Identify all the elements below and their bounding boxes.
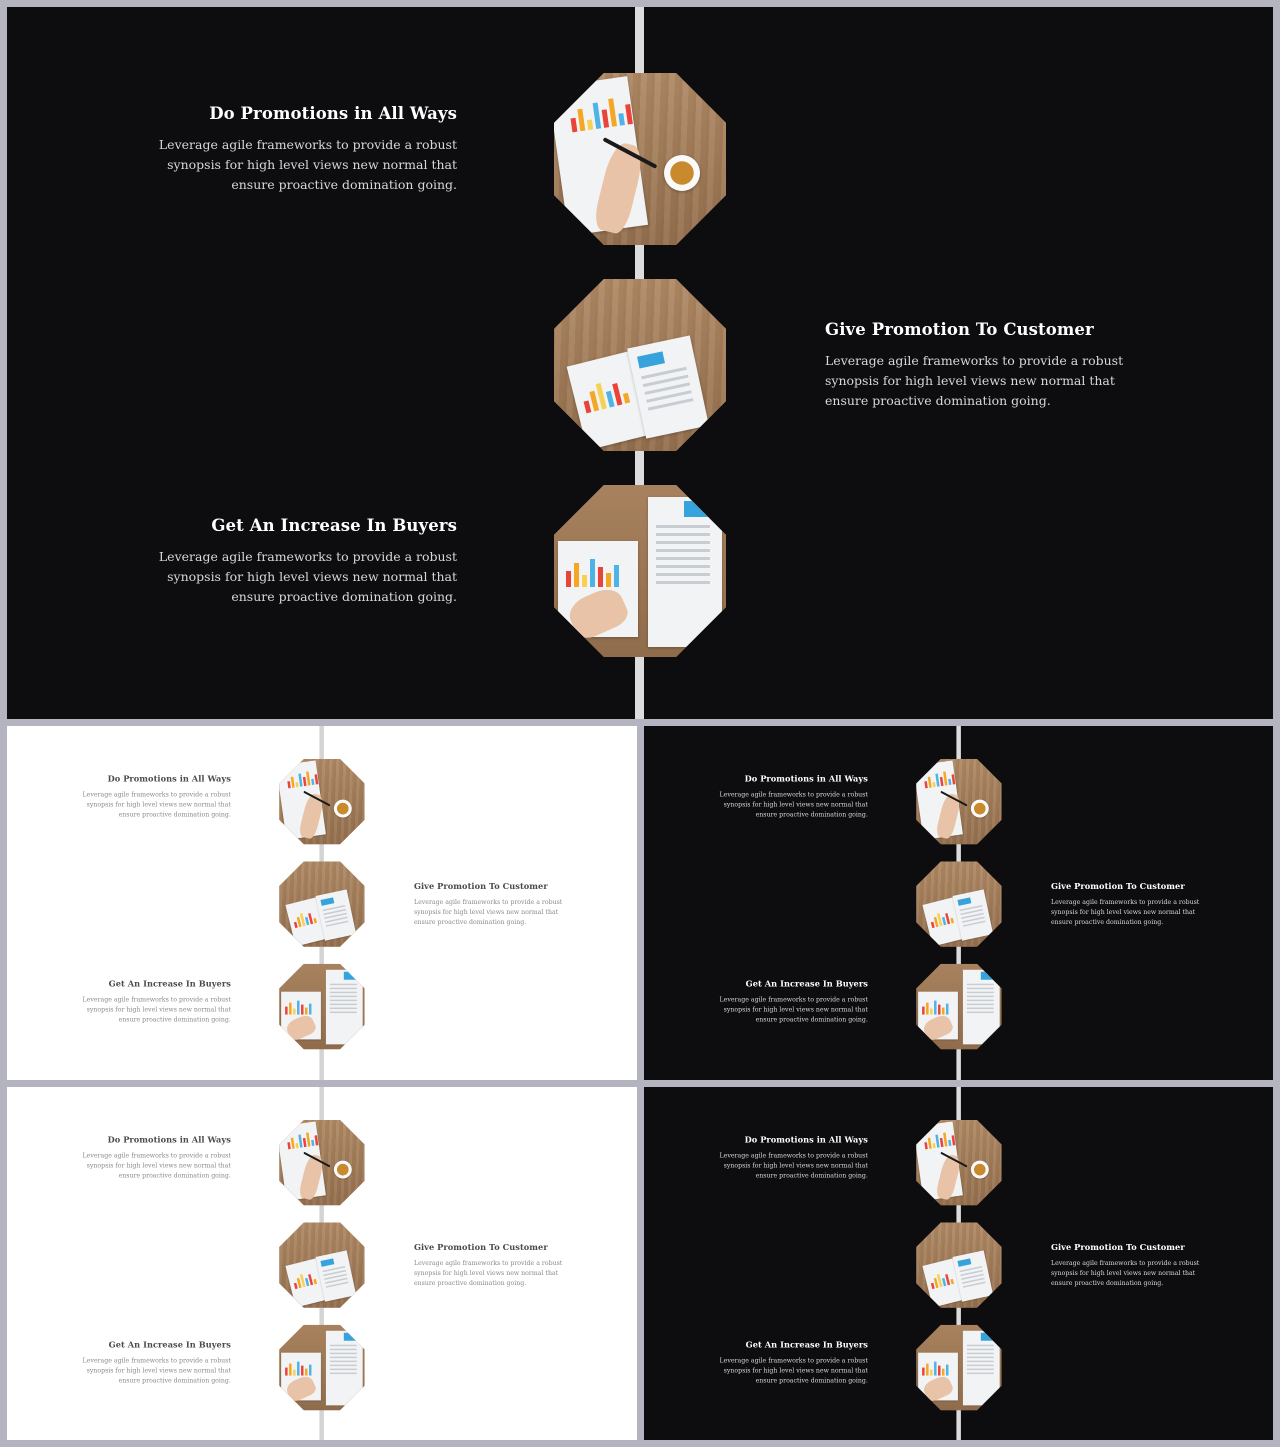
octagon-photo-1 [916, 759, 1002, 845]
octagon-photo-1 [279, 759, 365, 845]
item-1-body: Leverage agile frameworks to provide a robust synopsis for high level views new normal that ensure proactive domination going. [158, 137, 457, 192]
item-2-block [825, 320, 1125, 411]
coffee-mug-icon [334, 800, 352, 818]
coffee-mug-icon [971, 800, 989, 818]
chart-bars-icon [286, 1130, 318, 1149]
item-1-title: Do Promotions in All Ways [744, 774, 868, 784]
octagon-photo-2 [916, 861, 1002, 947]
item-1-body: Leverage agile frameworks to provide a robust synopsis for high level views new normal that ensure proactive domination going. [82, 790, 231, 819]
item-3-block [82, 1340, 231, 1385]
item-1-body: Leverage agile frameworks to provide a robust synopsis for high level views new normal that ensure proactive domination going. [719, 1151, 868, 1180]
coffee-mug-icon [971, 1161, 989, 1179]
octagon-photo-3 [279, 1325, 365, 1411]
item-2-title: Give Promotion To Customer [825, 320, 1094, 339]
chart-bars-icon [923, 1130, 955, 1149]
octagon-photo-1 [916, 1120, 1002, 1206]
slide-thumbnail-3[interactable] [7, 1087, 637, 1440]
item-1-body: Leverage agile frameworks to provide a robust synopsis for high level views new normal that ensure proactive domination going. [719, 790, 868, 819]
item-2-block [414, 1243, 563, 1288]
chart-bars-icon [566, 557, 619, 587]
slide-thumbnail-2[interactable] [644, 726, 1273, 1080]
chart-bars-icon [292, 908, 317, 928]
item-3-body: Leverage agile frameworks to provide a robust synopsis for high level views new normal that ensure proactive domination going. [82, 995, 231, 1024]
item-1-title: Do Promotions in All Ways [107, 774, 231, 784]
item-3-body: Leverage agile frameworks to provide a robust synopsis for high level views new normal that ensure proactive domination going. [158, 549, 457, 604]
item-1-title: Do Promotions in All Ways [107, 1135, 231, 1145]
item-3-title: Get An Increase In Buyers [108, 1340, 231, 1350]
item-2-title: Give Promotion To Customer [1050, 1242, 1185, 1253]
chart-bars-icon [923, 769, 955, 788]
item-2-title: Give Promotion To Customer [413, 881, 548, 892]
coffee-mug-icon [664, 155, 700, 191]
chart-bars-icon [286, 769, 318, 788]
item-1-body: Leverage agile frameworks to provide a robust synopsis for high level views new normal that ensure proactive domination going. [82, 1151, 231, 1180]
item-3-title: Get An Increase In Buyers [745, 979, 868, 989]
octagon-photo-3 [279, 964, 365, 1050]
item-3-title: Get An Increase In Buyers [108, 979, 231, 989]
item-2-body: Leverage agile frameworks to provide a robust synopsis for high level views new normal that ensure proactive domination going. [413, 898, 563, 926]
item-3-body: Leverage agile frameworks to provide a robust synopsis for high level views new normal that ensure proactive domination going. [82, 1356, 231, 1385]
item-2-title: Give Promotion To Customer [413, 1242, 548, 1253]
item-3-body: Leverage agile frameworks to provide a robust synopsis for high level views new normal that ensure proactive domination going. [719, 1356, 868, 1385]
item-2-block [1051, 1243, 1200, 1288]
octagon-photo-2 [554, 279, 726, 451]
item-3-block [82, 979, 231, 1024]
item-3-title: Get An Increase In Buyers [211, 516, 457, 535]
item-2-body: Leverage agile frameworks to provide a robust synopsis for high level views new normal that ensure proactive domination going. [413, 1259, 563, 1287]
chart-bars-icon [579, 373, 630, 413]
chart-bars-icon [568, 94, 633, 132]
slide-thumbnail-1[interactable] [7, 726, 637, 1080]
item-1-title: Do Promotions in All Ways [209, 104, 457, 123]
item-2-block [1051, 882, 1200, 927]
slide-main-preview[interactable] [7, 7, 1273, 719]
item-3-block [719, 1340, 868, 1385]
item-1-block [82, 1135, 231, 1180]
item-1-block [82, 774, 231, 819]
item-2-title: Give Promotion To Customer [1050, 881, 1185, 892]
octagon-photo-2 [279, 1222, 365, 1308]
item-1-title: Do Promotions in All Ways [744, 1135, 868, 1145]
octagon-photo-1 [554, 73, 726, 245]
chart-bars-icon [292, 1269, 317, 1289]
chart-bars-icon [929, 1269, 954, 1289]
coffee-mug-icon [334, 1161, 352, 1179]
item-1-block [157, 104, 457, 195]
chart-bars-icon [922, 1000, 948, 1015]
octagon-photo-3 [554, 485, 726, 657]
item-3-body: Leverage agile frameworks to provide a robust synopsis for high level views new normal that ensure proactive domination going. [719, 995, 868, 1024]
slide-thumbnail-4[interactable] [644, 1087, 1273, 1440]
chart-bars-icon [929, 908, 954, 928]
octagon-photo-2 [279, 861, 365, 947]
item-3-title: Get An Increase In Buyers [745, 1340, 868, 1350]
octagon-photo-3 [916, 1325, 1002, 1411]
item-3-block [157, 516, 457, 607]
item-2-body: Leverage agile frameworks to provide a robust synopsis for high level views new normal that ensure proactive domination going. [825, 353, 1124, 408]
item-2-body: Leverage agile frameworks to provide a robust synopsis for high level views new normal that ensure proactive domination going. [1050, 898, 1200, 926]
item-1-block [719, 1135, 868, 1180]
chart-bars-icon [922, 1361, 948, 1376]
item-2-body: Leverage agile frameworks to provide a robust synopsis for high level views new normal that ensure proactive domination going. [1050, 1259, 1200, 1287]
item-1-block [719, 774, 868, 819]
octagon-photo-3 [916, 964, 1002, 1050]
item-2-block [414, 882, 563, 927]
octagon-photo-2 [916, 1222, 1002, 1308]
item-3-block [719, 979, 868, 1024]
chart-bars-icon [285, 1361, 311, 1376]
chart-bars-icon [285, 1000, 311, 1015]
octagon-photo-1 [279, 1120, 365, 1206]
